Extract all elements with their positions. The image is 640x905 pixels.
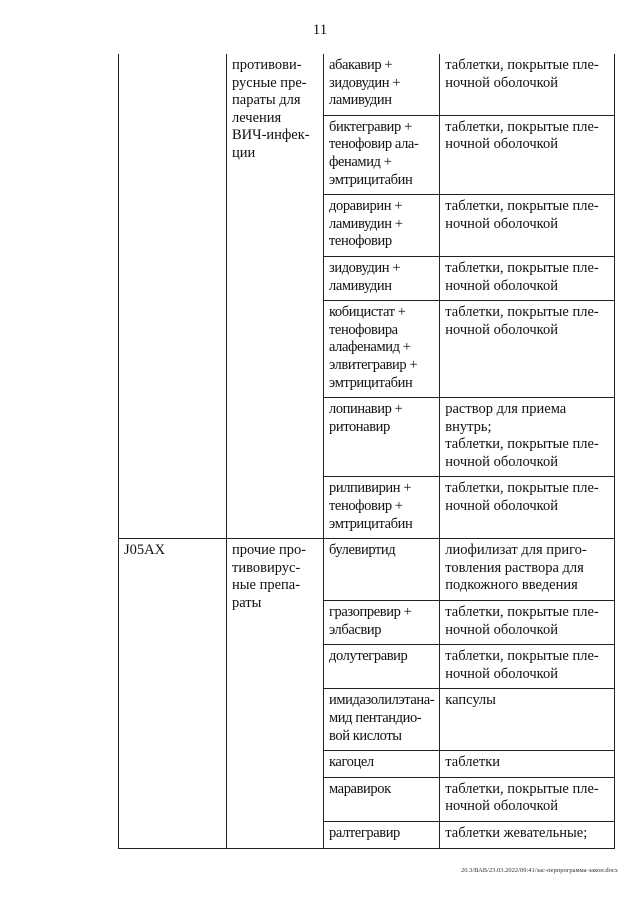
- dosage-form-cell: [440, 601, 615, 645]
- dosage-form-cell: [440, 821, 615, 848]
- drug-name-line: кагоцел: [329, 754, 374, 771]
- drug-name-line: кобицистат +: [329, 304, 406, 321]
- dosage-form-line: таблетки, покрытые пле-: [445, 436, 599, 453]
- dosage-form-cell: [440, 689, 615, 751]
- drug-name-line: ламивудин: [329, 92, 392, 109]
- drug-name-cell: [324, 689, 440, 751]
- drug-name-line: лопинавир +: [329, 401, 403, 418]
- drug-name-line: фенамид +: [329, 153, 392, 170]
- dosage-form-line: таблетки, покрытые пле-: [445, 480, 599, 497]
- dosage-form-line: таблетки, покрытые пле-: [445, 118, 599, 135]
- drug-name-cell: [324, 398, 440, 477]
- dosage-form-line: таблетки, покрытые пле-: [445, 198, 599, 215]
- dosage-form-line: ночной оболочкой: [445, 136, 558, 153]
- drug-name-cell: [324, 645, 440, 689]
- atc-code-cell: [119, 54, 227, 539]
- drug-name-line: ламивудин +: [329, 215, 403, 232]
- drug-name-line: эмтрицитабин: [329, 515, 413, 532]
- drug-name-cell: [324, 539, 440, 601]
- drug-name-line: тенофовир +: [329, 498, 403, 515]
- drug-name-line: элвитегравир +: [329, 356, 418, 373]
- drug-name-line: булевиртид: [329, 542, 396, 559]
- drug-name-cell: [324, 751, 440, 778]
- dosage-form-line: внутрь;: [445, 418, 492, 435]
- drug-name-line: эмтрицитабин: [329, 374, 413, 391]
- dosage-form-line: ночной оболочкой: [445, 215, 558, 232]
- drug-name-line: долутегравир: [329, 648, 408, 665]
- drug-name-line: абакавир +: [329, 57, 393, 73]
- dosage-form-cell: [440, 115, 615, 194]
- drug-name-line: доравирин +: [329, 198, 403, 215]
- dosage-form-line: ночной оболочкой: [445, 498, 558, 515]
- drug-name-cell: [324, 777, 440, 821]
- drug-name-line: гразопревир +: [329, 604, 412, 621]
- drug-name-line: тенофовира: [329, 321, 398, 338]
- drug-name-line: тенофовир ала-: [329, 136, 419, 153]
- drug-group-line: раты: [232, 595, 262, 612]
- dosage-form-line: лиофилизат для приго-: [445, 542, 587, 559]
- dosage-form-cell: [440, 398, 615, 477]
- dosage-form-line: таблетки, покрытые пле-: [445, 57, 599, 73]
- dosage-form-line: ночной оболочкой: [445, 621, 558, 638]
- drug-name-cell: [324, 477, 440, 539]
- drug-name-cell: [324, 256, 440, 300]
- dosage-form-cell: [440, 195, 615, 257]
- drug-group-line: лечения: [232, 109, 282, 126]
- dosage-form-line: подкожного введения: [445, 577, 578, 594]
- page-number: 11: [312, 22, 328, 38]
- drug-name-line: биктегравир +: [329, 118, 412, 135]
- drug-group-line: тивовирус-: [232, 559, 301, 576]
- dosage-form-line: таблетки жевательные;: [445, 824, 588, 841]
- dosage-form-line: таблетки, покрытые пле-: [445, 259, 599, 276]
- drug-name-cell: [324, 115, 440, 194]
- drug-name-line: эмтрицитабин: [329, 171, 413, 188]
- dosage-form-line: товления раствора для: [445, 559, 584, 576]
- drug-name-line: алафенамид +: [329, 339, 411, 356]
- drug-name-line: зидовудин +: [329, 74, 401, 91]
- table-row: [119, 54, 615, 115]
- drug-name-line: ламивудин: [329, 277, 392, 294]
- dosage-form-line: капсулы: [445, 692, 496, 709]
- dosage-form-cell: [440, 751, 615, 778]
- document-footer: 20.3/ВАВ/23.03.2022/09:41/зас-перпрограмма-закон.docx: [460, 867, 618, 874]
- drug-group-line: ные препа-: [232, 577, 301, 594]
- drug-name-line: имидазолилэтана-: [329, 692, 435, 709]
- dosage-form-line: раствор для приема: [445, 401, 567, 418]
- dosage-form-cell: [440, 301, 615, 398]
- dosage-form-cell: [440, 539, 615, 601]
- dosage-form-cell: [440, 645, 615, 689]
- drug-group-line: ВИЧ-инфек-: [232, 127, 310, 144]
- dosage-form-line: таблетки, покрытые пле-: [445, 780, 599, 797]
- drug-group-cell: [227, 539, 324, 848]
- dosage-form-cell: [440, 256, 615, 300]
- dosage-form-line: ночной оболочкой: [445, 74, 558, 91]
- dosage-form-line: ночной оболочкой: [445, 321, 558, 338]
- dosage-form-cell: [440, 777, 615, 821]
- drug-name-line: элбасвир: [329, 621, 382, 638]
- dosage-form-line: ночной оболочкой: [445, 665, 558, 682]
- drug-name-line: ритонавир: [329, 418, 390, 435]
- dosage-form-line: таблетки, покрытые пле-: [445, 304, 599, 321]
- drug-table: [118, 54, 615, 849]
- dosage-form-line: таблетки, покрытые пле-: [445, 648, 599, 665]
- drug-name-cell: [324, 54, 440, 115]
- drug-name-line: тенофовир: [329, 233, 392, 250]
- drug-name-line: маравирок: [329, 780, 391, 797]
- drug-group-line: прочие про-: [232, 542, 307, 559]
- dosage-form-line: таблетки: [445, 754, 501, 771]
- atc-code-cell: [119, 539, 227, 848]
- drug-name-cell: [324, 821, 440, 848]
- dosage-form-cell: [440, 54, 615, 115]
- dosage-form-line: ночной оболочкой: [445, 453, 558, 470]
- drug-name-line: зидовудин +: [329, 259, 401, 276]
- dosage-form-cell: [440, 477, 615, 539]
- dosage-form-line: ночной оболочкой: [445, 277, 558, 294]
- drug-group-cell: [227, 54, 324, 539]
- drug-name-line: ралтегравир: [329, 824, 400, 841]
- dosage-form-line: ночной оболочкой: [445, 798, 558, 815]
- drug-name-line: мид пентандио-: [329, 710, 422, 726]
- atc-code: J05AX: [124, 542, 166, 559]
- drug-name-cell: [324, 301, 440, 398]
- drug-group-line: русные пре-: [232, 74, 307, 91]
- drug-name-line: рилпивирин +: [329, 480, 412, 497]
- drug-group-line: ции: [232, 144, 256, 161]
- drug-name-line: вой кислоты: [329, 727, 402, 744]
- dosage-form-line: таблетки, покрытые пле-: [445, 604, 599, 621]
- drug-group-line: параты для: [232, 92, 301, 109]
- table-row: [119, 539, 615, 601]
- drug-name-cell: [324, 601, 440, 645]
- drug-group-line: противови-: [232, 57, 302, 73]
- drug-name-cell: [324, 195, 440, 257]
